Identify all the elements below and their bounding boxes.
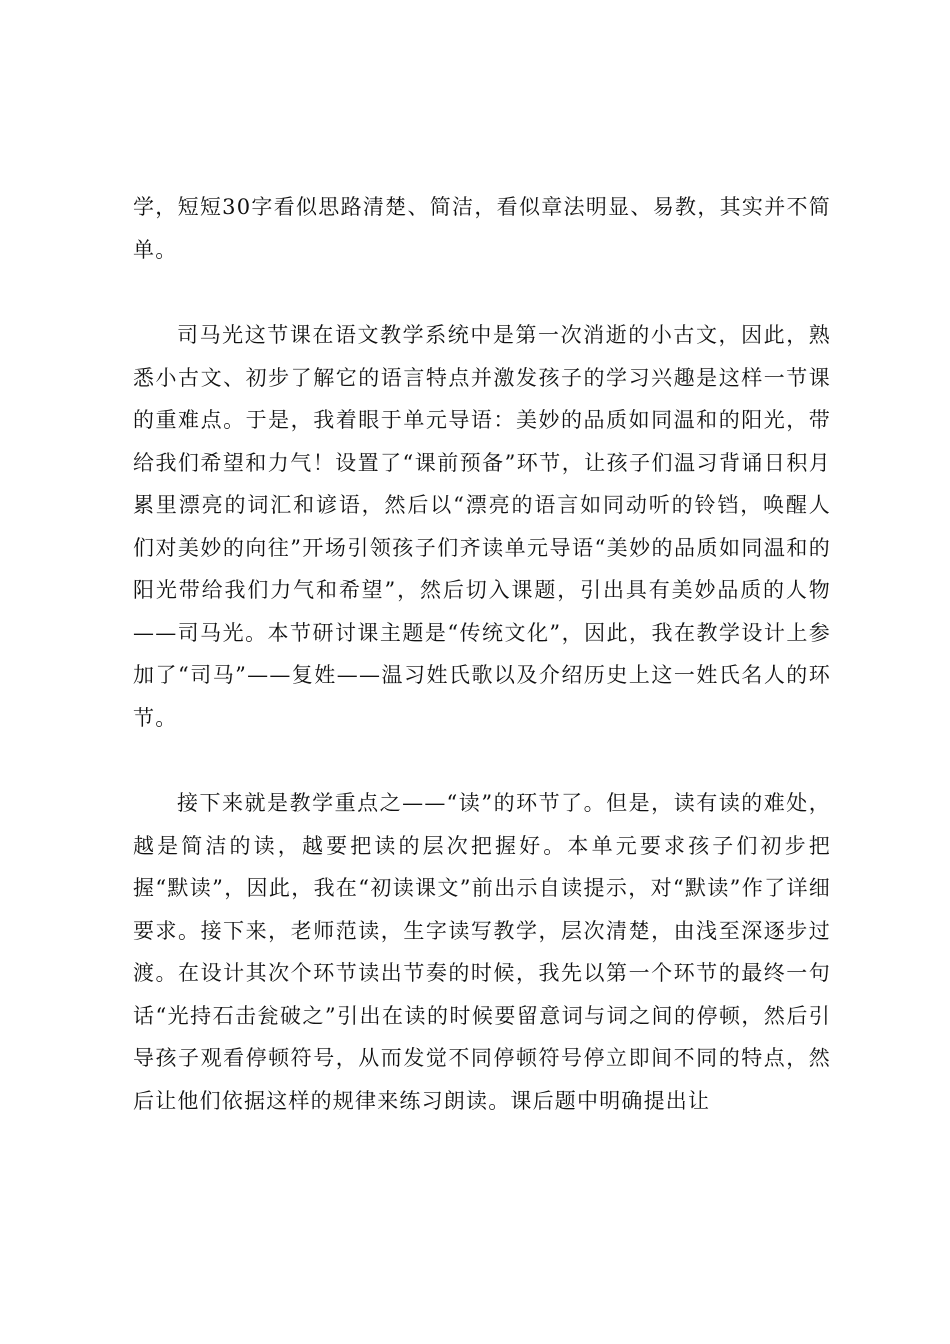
paragraph-text: 司马光这节课在语文教学系统中是第一次消逝的小古文，因此，熟悉小古文、初步了解它的语言特点并激发孩子的学习兴趣是这样一节课的重难点。于是，我着眼于单元导语：美妙的品质如同温和的阳光，带给我们希望和力气！设置了“课前预备”环节，让孩子们温习背诵日积月累里漂亮的词汇和谚语，然后以“漂亮的语言如同动听的铃铛，唤醒人们对美妙的向往”开场引领孩子们齐读单元导语“美妙的品质如同温和的阳光带给我们力气和希望”，然后切入课题，引出具有美妙品质的人物——司马光。本节研讨课主题是“传统文化”，因此，我在教学设计上参加了“司马”——复姓——温习姓氏歌以及介绍历史上这一姓氏名人的环节。 [133, 323, 831, 730]
paragraph-sima-guang-lesson [133, 314, 831, 739]
paragraph-continuation [133, 186, 831, 271]
paragraph-text: 学，短短30字看似思路清楚、简洁，看似章法明显、易教，其实并不简单。 [133, 195, 831, 262]
paragraph-reading-section [133, 782, 831, 1122]
paragraph-text: 接下来就是教学重点之——“读”的环节了。但是，读有读的难处，越是简洁的读，越要把读的层次把握好。本单元要求孩子们初步把握“默读”，因此，我在“初读课文”前出示自读提示，对“默读”作了详细要求。接下来，老师范读，生字读写教学，层次清楚，由浅至深逐步过渡。在设计其次个环节读出节奏的时候，我先以第一个环节的最终一句话“光持石击瓮破之”引出在读的时候要留意词与词之间的停顿，然后引导孩子观看停顿符号，从而发觉不同停顿符号停立即间不同的特点，然后让他们依据这样的规律来练习朗读。课后题中明确提出让 [133, 791, 831, 1113]
